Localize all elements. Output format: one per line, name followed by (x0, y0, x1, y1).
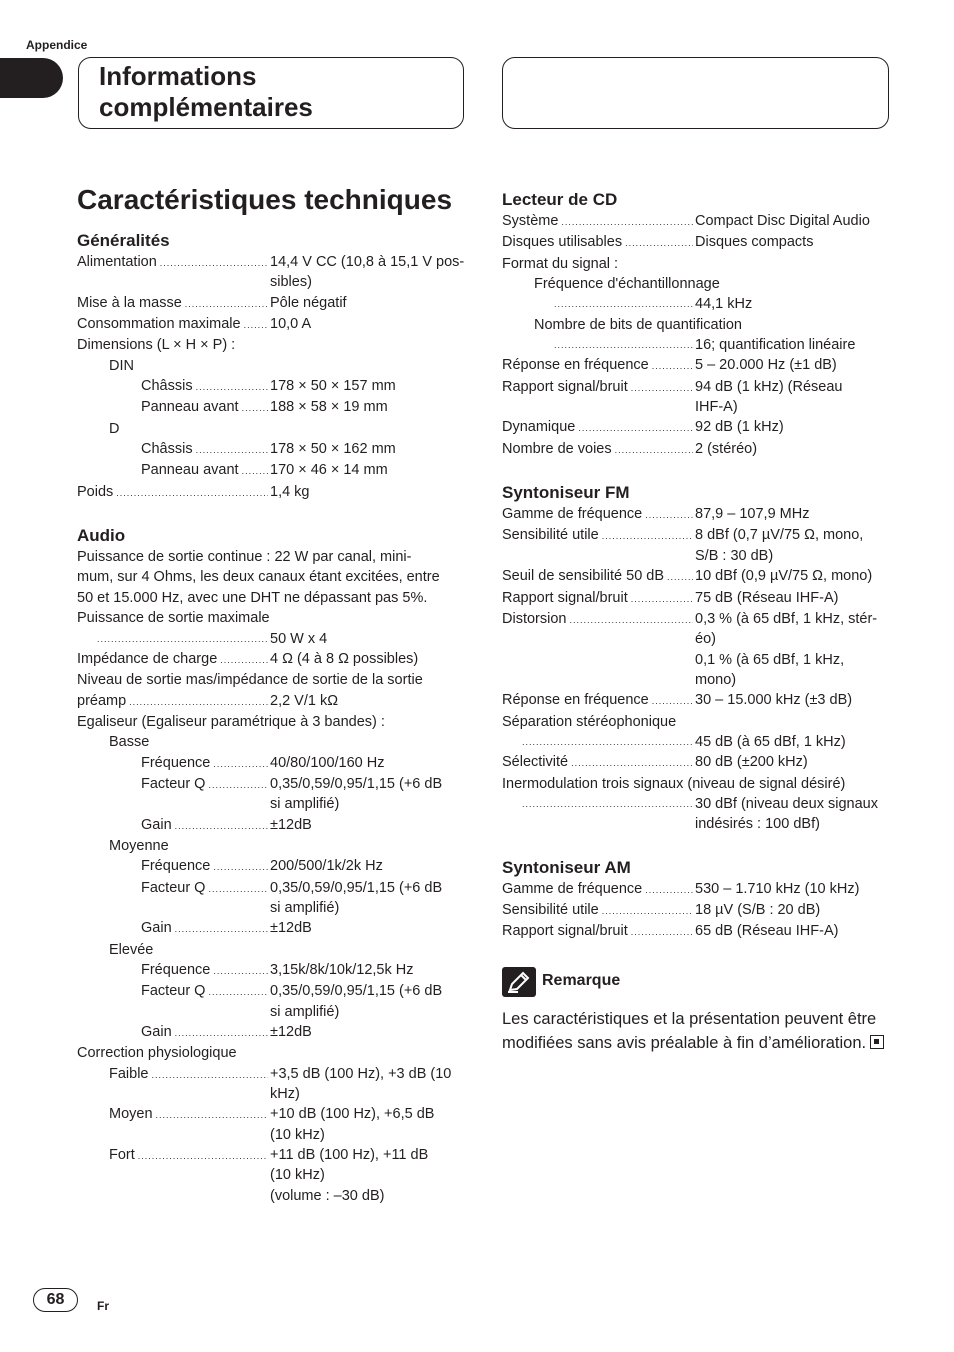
left-column (77, 230, 465, 1206)
spec-row: Poids ..... 1,4 kg (77, 482, 465, 503)
spec-row: Disques utilisables ..... Disques compacts (502, 232, 892, 253)
spec-row: Alimentation ..... 14,4 V CC (10,8 à 15,1 V pos- sibles) (77, 252, 465, 293)
note-text: Les caractéristiques et la présentation peuvent être modifiées sans avis préalable à fin d’amélioration. (502, 1007, 887, 1055)
note-header (502, 967, 892, 997)
spec-row: Fréquence ..... 40/80/100/160 Hz (77, 753, 465, 774)
section-heading-cd: Lecteur de CD (502, 190, 618, 209)
spec-row: Dynamique ..... 92 dB (1 kHz) (502, 417, 892, 438)
spec-row: Panneau avant ..... 170 × 46 × 14 mm (77, 460, 465, 481)
right-column (502, 189, 892, 1055)
spec-row: Distorsion ..... 0,3 % (à 65 dBf, 1 kHz, stér- éo) 0,1 % (à 65 dBf, 1 kHz, mono) (502, 609, 892, 690)
spec-row: préamp ..... 2,2 V/1 kΩ (77, 691, 465, 712)
note-title: Remarque (542, 972, 621, 990)
spec-row: Faible ..... +3,5 dB (100 Hz), +3 dB (10 kHz) (77, 1064, 465, 1105)
spec-row: Impédance de charge ..... 4 Ω (4 à 8 Ω possibles) (77, 649, 465, 670)
spec-text: Egaliseur (Egaliseur paramétrique à 3 bandes) : (77, 713, 385, 730)
spec-row: Seuil de sensibilité 50 dB ..... 10 dBf (0,9 µV/75 Ω, mono) (502, 566, 892, 587)
spec-row: Châssis ..... 178 × 50 × 162 mm (77, 439, 465, 460)
spec-row: ..... 45 dB (à 65 dBf, 1 kHz) (502, 732, 892, 752)
spec-row: Sensibilité utile ..... 18 µV (S/B : 20 dB) (502, 900, 892, 921)
spec-text: Niveau de sortie mas/impédance de sortie de la sortie (77, 672, 423, 689)
spec-row: Rapport signal/bruit ..... 94 dB (1 kHz) (Réseau IHF-A) (502, 377, 892, 418)
spec-row: Facteur Q ..... 0,35/0,59/0,95/1,15 (+6 dB si amplifié) (77, 981, 465, 1022)
page-number: 68 (33, 1288, 78, 1312)
spec-row: ..... 30 dBf (niveau deux signaux indésirés : 100 dBf) (502, 794, 892, 835)
chapter-header (78, 57, 464, 129)
spec-row: Châssis ..... 178 × 50 × 157 mm (77, 376, 465, 397)
spec-text: Puissance de sortie maximale (77, 610, 270, 627)
spec-row: ..... 16; quantification linéaire (502, 335, 892, 355)
section-heading-audio: Audio (77, 526, 126, 546)
spec-row: Réponse en fréquence ..... 5 – 20.000 Hz (±1 dB) (502, 355, 892, 376)
spec-subhead: D (109, 420, 120, 437)
section-heading-fm: Syntoniseur FM (502, 483, 630, 503)
spec-text: mum, sur 4 Ohms, les deux canaux étant excitées, entre (77, 569, 440, 586)
spec-row: Fréquence ..... 200/500/1k/2k Hz (77, 856, 465, 877)
spec-row: Rapport signal/bruit ..... 75 dB (Réseau IHF-A) (502, 588, 892, 609)
spec-row: ..... 44,1 kHz (502, 294, 892, 314)
spec-row: Consommation maximale ..... 10,0 A (77, 314, 465, 335)
language-code: Fr (97, 1299, 109, 1313)
page-title: Caractéristiques techniques (77, 184, 453, 215)
spec-subhead: Moyenne (109, 837, 169, 854)
section-tab (0, 58, 63, 98)
spec-row: Mise à la masse ..... Pôle négatif (77, 293, 465, 314)
spec-row: Fréquence ..... 3,15k/8k/10k/12,5k Hz (77, 960, 465, 981)
spec-subhead: DIN (109, 357, 134, 374)
spec-row: Gamme de fréquence ..... 530 – 1.710 kHz (10 kHz) (502, 879, 892, 900)
spec-text: 50 et 15.000 Hz, avec une DHT ne dépassant pas 5%. (77, 589, 428, 606)
spec-row: Gain ..... ±12dB (77, 815, 465, 836)
spec-row: Fort ..... +11 dB (100 Hz), +11 dB (10 kHz) (volume : –30 dB) (77, 1145, 465, 1206)
spec-row: ..... 50 W x 4 (77, 629, 465, 649)
chapter-title: Informations complémentaires (99, 61, 313, 122)
spec-text: Puissance de sortie continue : 22 W par canal, mini- (77, 549, 412, 566)
spec-row: Rapport signal/bruit ..... 65 dB (Réseau IHF-A) (502, 921, 892, 942)
spec-subhead: Elevée (109, 941, 154, 958)
spec-subhead: Nombre de bits de quantification (534, 316, 742, 333)
header-box-empty (502, 57, 889, 129)
spec-text: Correction physiologique (77, 1045, 237, 1062)
section-label: Appendice (26, 38, 88, 52)
spec-text: Dimensions (L × H × P) : (77, 337, 236, 354)
spec-row: Gamme de fréquence ..... 87,9 – 107,9 MHz (502, 504, 892, 525)
spec-row: Facteur Q ..... 0,35/0,59/0,95/1,15 (+6 dB si amplifié) (77, 878, 465, 919)
spec-row: Facteur Q ..... 0,35/0,59/0,95/1,15 (+6 dB si amplifié) (77, 774, 465, 815)
spec-subhead: Basse (109, 734, 150, 751)
spec-row: Panneau avant ..... 188 × 58 × 19 mm (77, 397, 465, 418)
spec-subhead: Fréquence d'échantillonnage (534, 276, 720, 293)
spec-row: Gain ..... ±12dB (77, 1022, 465, 1043)
spec-row: Moyen ..... +10 dB (100 Hz), +6,5 dB (10 kHz) (77, 1104, 465, 1145)
spec-text: Format du signal : (502, 255, 619, 272)
pencil-note-icon (502, 967, 536, 997)
spec-row: Gain ..... ±12dB (77, 918, 465, 939)
spec-row: Sensibilité utile ..... 8 dBf (0,7 µV/75 Ω, mono, S/B : 30 dB) (502, 525, 892, 566)
spec-row: Sélectivité ..... 80 dB (±200 kHz) (502, 752, 892, 773)
spec-row: Système ..... Compact Disc Digital Audio (502, 211, 892, 232)
section-heading-generalites: Généralités (77, 231, 170, 250)
spec-text: Séparation stéréophonique (502, 713, 677, 730)
section-heading-am: Syntoniseur AM (502, 857, 631, 877)
spec-row: Nombre de voies ..... 2 (stéréo) (502, 439, 892, 460)
spec-text: Inermodulation trois signaux (niveau de signal désiré) (502, 775, 846, 792)
end-mark-icon (870, 1035, 884, 1049)
spec-row: Réponse en fréquence ..... 30 – 15.000 kHz (±3 dB) (502, 690, 892, 711)
